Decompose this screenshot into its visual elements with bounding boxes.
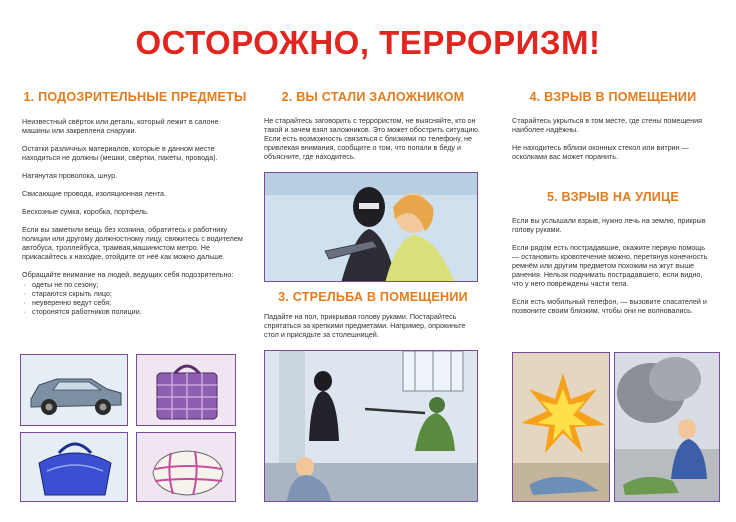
section-heading: 3. СТРЕЛЬБА В ПОМЕЩЕНИИ bbox=[278, 290, 468, 304]
section-text bbox=[512, 216, 714, 315]
section-text: Падайте на пол, прикрывая голову руками. Постарайтесь спрятаться за крепкими предметами. Например, опрокиньте стол и присядьте за столешницей. bbox=[264, 312, 466, 339]
section-heading: 4. ВЗРЫВ В ПОМЕЩЕНИИ bbox=[529, 90, 697, 104]
section-text bbox=[512, 116, 714, 161]
purse-illustration bbox=[20, 432, 128, 502]
bag-illustration bbox=[136, 354, 236, 426]
section-indoor-explosion bbox=[512, 90, 714, 170]
paragraph: Не находитесь вблизи оконных стекол или витрин — осколками вас может поранить. bbox=[512, 143, 689, 161]
section-heading: 1. ПОДОЗРИТЕЛЬНЫЕ ПРЕДМЕТЫ bbox=[23, 90, 247, 104]
paragraph: Старайтесь укрыться в том месте, где стены помещения наиболее надёжны. bbox=[512, 116, 703, 134]
hostage-illustration bbox=[264, 172, 478, 282]
section-suspicious-items bbox=[22, 90, 248, 316]
paragraph: Обращайте внимание на людей, ведущих себя подозрительно: bbox=[22, 270, 234, 279]
section-shooting bbox=[264, 290, 482, 339]
paragraph: Неизвестный свёрток или деталь, который лежит в салоне машины или закреплена снаружи. bbox=[22, 117, 219, 135]
paragraph: Если вы заметили вещь без хозяина, обратитесь к работнику полиции или другому должностному лицу, свяжитесь с водителем автобуса, троллейбуса, трамвая,машинистом метро. Не прикасайтесь к находке, отойдите от неё как можно дальше. bbox=[22, 225, 243, 261]
suspicious-signs-list bbox=[22, 280, 248, 316]
shooting-illustration bbox=[264, 350, 478, 502]
section-text bbox=[22, 117, 248, 316]
paragraph: Бесхозные сумка, коробка, портфель. bbox=[22, 207, 149, 216]
section-hostage bbox=[264, 90, 482, 161]
paragraph: Натянутая проволока, шнур. bbox=[22, 171, 118, 180]
section-heading: 5. ВЗРЫВ НА УЛИЦЕ bbox=[546, 190, 680, 204]
street-explosion-illustration bbox=[614, 352, 720, 502]
section-heading: 2. ВЫ СТАЛИ ЗАЛОЖНИКОМ bbox=[281, 90, 465, 104]
paragraph: Свисающие провода, изоляционная лента. bbox=[22, 189, 167, 198]
indoor-explosion-illustration bbox=[512, 352, 610, 502]
paragraph: Если вы услышали взрыв, нужно лечь на землю, прикрыв голову руками. bbox=[512, 216, 706, 234]
list-item: · неуверенно ведут себя; bbox=[22, 298, 248, 307]
paragraph: Если есть мобильный телефон, — вызовите спасателей и позвоните своим близким, чтобы они не волновались. bbox=[512, 297, 707, 315]
section-street-explosion bbox=[512, 190, 714, 324]
list-item: · одеты не по сезону; bbox=[22, 280, 248, 289]
car-illustration bbox=[20, 354, 128, 426]
list-item: · стараются скрыть лицо; bbox=[22, 289, 248, 298]
section-text: Не старайтесь заговорить с террористом, не выясняйте, кто он такой и зачем взял заложников. Это может обострить ситуацию. Если есть возможность связаться с близкими по телефону, не привлекая внимания, сообщите о том, что попали в беду и объясните, где находитесь. bbox=[264, 116, 480, 161]
paragraph: Остатки различных материалов, которые в данном месте находиться не должны (мешки, свёртки, пакеты, провода). bbox=[22, 144, 218, 162]
poster-title: ОСТОРОЖНО, ТЕРРОРИЗМ! bbox=[135, 24, 601, 61]
paragraph: Если рядом есть пострадавшие, окажите первую помощь — остановить кровотечение можно, перетянув конечность ремнём или другим предметом похожим на жгут выше ранения. Нельзя поднимать пострадавшего, если видно, что у него повреждены части тела. bbox=[512, 243, 708, 288]
parcel-illustration bbox=[136, 432, 236, 502]
list-item: · сторонятся работников полиции. bbox=[22, 307, 248, 316]
